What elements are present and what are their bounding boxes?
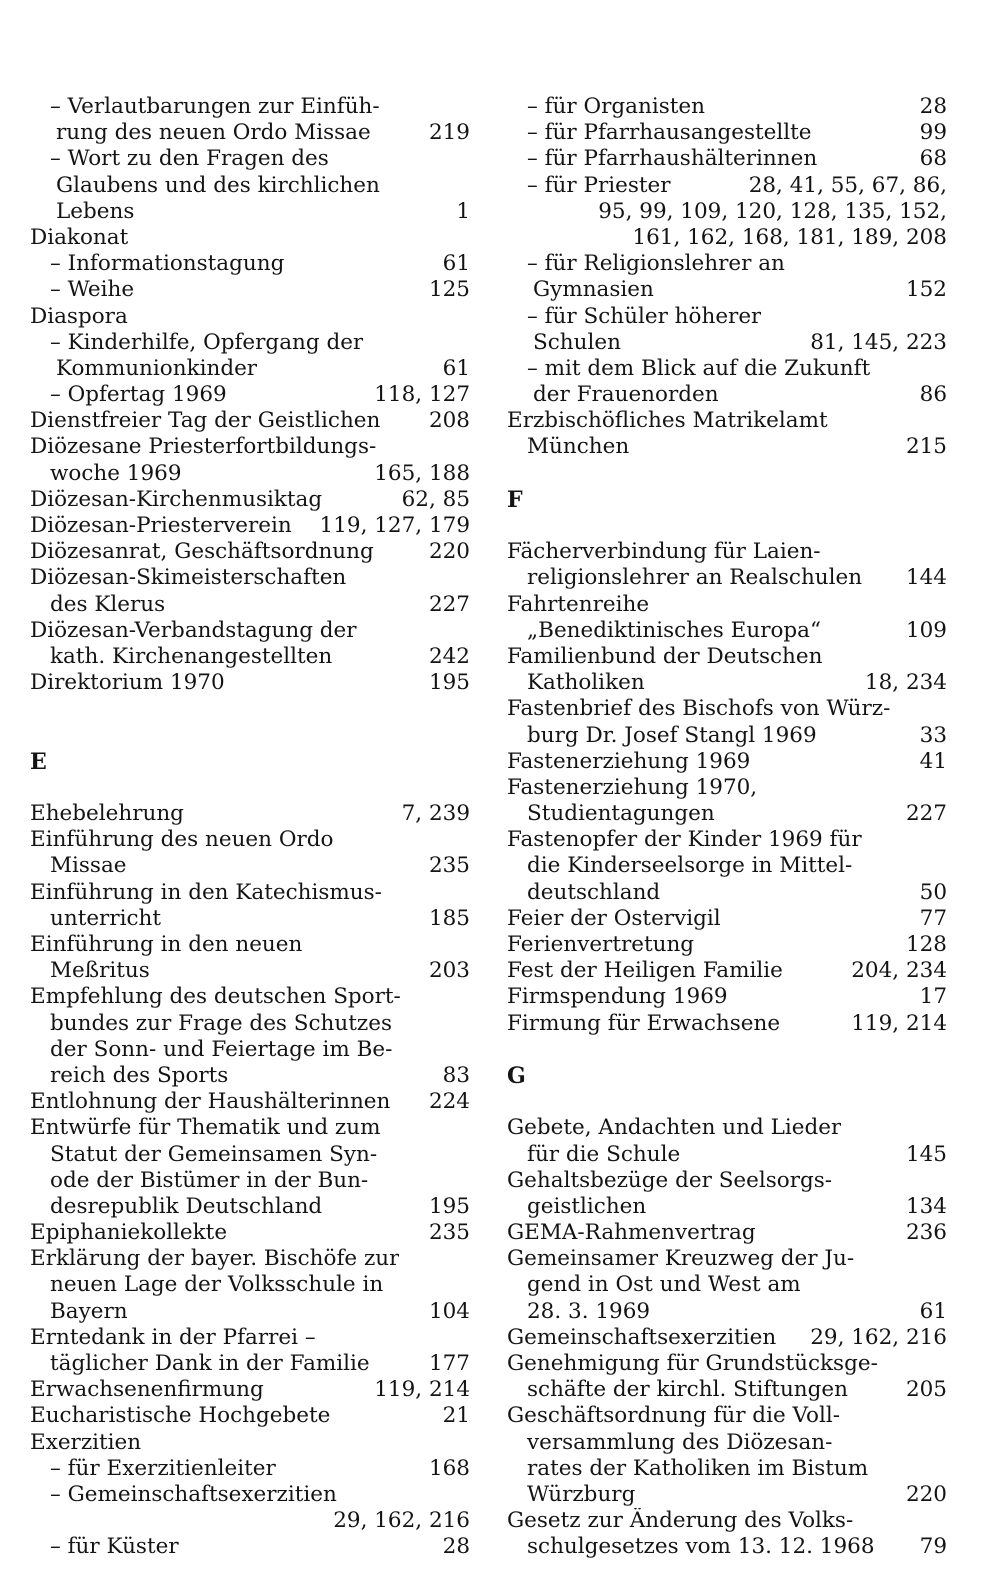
index-entry (507, 618, 947, 644)
entry-text: Glaubens und des kirchlichen (56, 172, 380, 198)
entry-text: schäfte der kirchl. Stiftungen (527, 1377, 848, 1403)
index-entry (507, 696, 947, 722)
page-numbers: 104 (428, 1298, 470, 1324)
page-numbers: 61 (442, 251, 470, 277)
section-letter-text: F (507, 486, 523, 513)
entry-text: rates der Katholiken im Bistum (527, 1455, 869, 1481)
page-numbers: 28 (442, 1534, 470, 1560)
index-entry (507, 1011, 947, 1037)
index-entry (30, 618, 470, 644)
entry-text: Gymnasien (533, 277, 654, 303)
page-numbers: 185 (428, 905, 470, 931)
entry-text: Fastenerziehung 1969 (507, 748, 751, 774)
page-numbers: 109 (905, 617, 947, 643)
entry-text: Fastenerziehung 1970, (507, 774, 758, 800)
index-entry (30, 1194, 470, 1220)
index-entry (507, 670, 947, 696)
index-entry (30, 1063, 470, 1089)
index-entry (507, 1482, 947, 1508)
page-numbers: 119, 214 (851, 1010, 947, 1036)
entry-text: Einführung in den neuen (30, 932, 303, 957)
index-entry (30, 94, 470, 120)
index-entry (30, 304, 470, 330)
index-entry (30, 1377, 470, 1403)
entry-text: – für Organisten (527, 94, 705, 119)
index-entry (30, 880, 470, 906)
entry-text: Diözesan-Skimeisterschaften (30, 565, 347, 591)
index-entry (30, 958, 470, 984)
index-entry (507, 1168, 947, 1194)
index-entry (507, 880, 947, 906)
entry-text: kath. Kirchenangestellten (50, 643, 333, 669)
index-entry (30, 592, 470, 618)
entry-text: Fächerverbindung für Laien- (507, 539, 821, 565)
index-entry (507, 1325, 947, 1351)
entry-text: Meßritus (50, 958, 150, 984)
line-gap (507, 1089, 947, 1115)
index-entry (507, 1508, 947, 1534)
index-entry (30, 513, 470, 539)
index-entry (30, 644, 470, 670)
page-numbers: 177 (428, 1351, 470, 1376)
entry-text: gend in Ost und West am (527, 1272, 801, 1298)
entry-text: Eucharistische Hochgebete (30, 1403, 331, 1429)
entry-text: Geschäftsordnung für die Voll- (507, 1403, 841, 1429)
entry-text: Gemeinschaftsexerzitien (507, 1324, 777, 1350)
page-numbers: 61 (919, 1298, 947, 1324)
index-entry (30, 853, 470, 879)
entry-text: GEMA-Rahmenvertrag (507, 1220, 756, 1246)
entry-text: Lebens (56, 198, 135, 224)
index-entry (30, 1272, 470, 1298)
index-entry (507, 225, 947, 251)
page-numbers: 152 (905, 277, 947, 303)
page-numbers: 86 (919, 382, 947, 408)
index-entry (30, 1403, 470, 1429)
page-numbers: 236 (905, 1220, 947, 1246)
page-numbers: 61 (442, 355, 470, 381)
entry-text: – für Religionslehrer an (527, 251, 785, 277)
index-entry (30, 1482, 470, 1508)
index-entry (507, 1272, 947, 1298)
entry-text: der Sonn- und Feiertage im Be- (50, 1036, 393, 1062)
page-numbers: 41 (919, 748, 947, 774)
index-entry (30, 801, 470, 827)
page-numbers: 28, 41, 55, 67, 86, (748, 172, 947, 198)
page-numbers: 95, 99, 109, 120, 128, 135, 152, (598, 198, 947, 224)
entry-text: Statut der Gemeinsamen Syn- (50, 1141, 378, 1167)
entry-text: täglicher Dank in der Familie (50, 1351, 370, 1376)
index-entry (507, 1142, 947, 1168)
entry-text: Firmung für Erwachsene (507, 1010, 781, 1036)
section-letter (507, 1063, 947, 1089)
page-numbers: 161, 162, 168, 181, 189, 208 (632, 224, 947, 250)
page-numbers: 145 (905, 1141, 947, 1167)
entry-text: woche 1969 (50, 460, 182, 486)
page-numbers: 208 (428, 408, 470, 434)
entry-text: Gebete, Andachten und Lieder (507, 1115, 842, 1141)
index-entry (507, 984, 947, 1010)
page-numbers: 203 (428, 958, 470, 984)
entry-text: geistlichen (527, 1193, 647, 1219)
index-entry (30, 461, 470, 487)
entry-text: versammlung des Diözesan- (527, 1429, 833, 1455)
index-entry (30, 1115, 470, 1141)
entry-text: – für Exerzitienleiter (50, 1455, 276, 1481)
index-entry (507, 356, 947, 382)
entry-text: Gemeinsamer Kreuzweg der Ju- (507, 1246, 855, 1272)
page-numbers: 195 (428, 1193, 470, 1219)
entry-text: burg Dr. Josef Stangl 1969 (527, 722, 817, 748)
entry-text: Missae (50, 853, 127, 879)
index-entry (30, 670, 470, 696)
index-entry (30, 146, 470, 172)
entry-text: desrepublik Deutschland (50, 1193, 323, 1219)
entry-text: neuen Lage der Volksschule in (50, 1272, 384, 1298)
page-numbers: 119, 127, 179 (319, 513, 470, 538)
entry-text: Feier der Ostervigil (507, 905, 721, 931)
index-entry (30, 330, 470, 356)
page-numbers: 144 (905, 565, 947, 591)
page-numbers: 168 (428, 1455, 470, 1481)
index-entry (30, 1011, 470, 1037)
page-numbers: 28 (919, 94, 947, 119)
index-entry (30, 906, 470, 932)
index-entry (507, 94, 947, 120)
index-entry (30, 1142, 470, 1168)
entry-text: – Wort zu den Fragen des (50, 146, 329, 172)
entry-text: Gehaltsbezüge der Seelsorgs- (507, 1167, 833, 1193)
index-entry (30, 382, 470, 408)
section-letter (30, 749, 470, 775)
entry-text: Fastenbrief des Bischofs von Würz- (507, 696, 891, 722)
page-numbers: 219 (428, 120, 470, 146)
index-entry (30, 1220, 470, 1246)
index-entry (507, 906, 947, 932)
index-entry (507, 277, 947, 303)
index-entry (507, 1351, 947, 1377)
page-numbers: 220 (428, 539, 470, 565)
page-numbers: 62, 85 (401, 486, 470, 512)
index-entry (30, 1534, 470, 1560)
entry-text: für die Schule (527, 1141, 681, 1167)
entry-text: Familienbund der Deutschen (507, 643, 823, 669)
entry-text: schulgesetzes vom 13. 12. 1968 (527, 1534, 875, 1560)
index-entry (507, 173, 947, 199)
entry-text: – Kinderhilfe, Opfergang der (50, 329, 364, 355)
line-gap (30, 775, 470, 801)
index-entry (30, 408, 470, 434)
index-entry (507, 1194, 947, 1220)
entry-text: Firmspendung 1969 (507, 984, 728, 1010)
entry-text: Gesetz zur Änderung des Volks- (507, 1508, 854, 1534)
index-entry (507, 749, 947, 775)
entry-text: Bayern (50, 1298, 128, 1324)
entry-text: Würzburg (527, 1481, 636, 1507)
page-numbers: 125 (428, 277, 470, 303)
entry-text: 28. 3. 1969 (527, 1298, 651, 1324)
page-numbers: 79 (919, 1534, 947, 1560)
entry-text: Diözesanrat, Geschäftsordnung (30, 539, 374, 565)
index-entry (507, 853, 947, 879)
line-gap (507, 461, 947, 487)
page-numbers: 1 (456, 198, 470, 224)
entry-text: – Verlautbarungen zur Einfüh- (50, 94, 380, 119)
index-entry (507, 382, 947, 408)
entry-text: – Opfertag 1969 (50, 382, 227, 408)
entry-text: Epiphaniekollekte (30, 1220, 228, 1246)
entry-text: – für Pfarrhaushälterinnen (527, 146, 818, 172)
entry-text: Einführung in den Katechismus- (30, 879, 382, 905)
entry-text: Fahrtenreihe (507, 591, 650, 617)
entry-text: Entwürfe für Thematik und zum (30, 1115, 381, 1141)
index-entry (30, 199, 470, 225)
index-entry (507, 723, 947, 749)
page-numbers: 242 (428, 643, 470, 669)
index-entry (507, 199, 947, 225)
page-numbers: 220 (905, 1481, 947, 1507)
entry-text: Entlohnung der Haushälterinnen (30, 1089, 391, 1115)
section-letter-text: E (30, 748, 47, 775)
index-entry (30, 1508, 470, 1534)
entry-text: – mit dem Blick auf die Zukunft (527, 355, 871, 381)
entry-text: Direktorium 1970 (30, 670, 225, 696)
page-numbers: 134 (905, 1193, 947, 1219)
index-entry (507, 1246, 947, 1272)
index-entry (507, 1430, 947, 1456)
page-numbers: 33 (919, 722, 947, 748)
index-entry (30, 932, 470, 958)
entry-text: Diözesane Priesterfortbildungs- (30, 434, 377, 460)
index-entry (507, 801, 947, 827)
index-entry (30, 1299, 470, 1325)
page-numbers: 29, 162, 216 (810, 1324, 947, 1350)
index-entry (30, 1430, 470, 1456)
entry-text: Erklärung der bayer. Bischöfe zur (30, 1246, 400, 1272)
entry-text: des Klerus (50, 591, 166, 617)
entry-text: Diözesan-Verbandstagung der (30, 617, 357, 643)
index-entry (30, 356, 470, 382)
line-gap (30, 723, 470, 749)
index-entry (507, 251, 947, 277)
index-entry (507, 434, 947, 460)
entry-text: der Frauenorden (533, 382, 719, 408)
index-entry (507, 1299, 947, 1325)
page-numbers: 215 (905, 434, 947, 460)
page-numbers: 83 (442, 1062, 470, 1088)
entry-text: Erzbischöfliches Matrikelamt (507, 408, 828, 434)
index-column-right (507, 94, 947, 1561)
index-entry (507, 1456, 947, 1482)
index-entry (507, 1220, 947, 1246)
entry-text: – Weihe (50, 277, 135, 303)
entry-text: „Benediktinisches Europa“ (527, 617, 821, 643)
page-numbers: 227 (428, 591, 470, 617)
entry-text: München (527, 434, 630, 460)
entry-text: Genehmigung für Grundstücksge- (507, 1351, 878, 1376)
entry-text: Fest der Heiligen Familie (507, 958, 783, 984)
entry-text: deutschland (527, 879, 661, 905)
entry-text: – für Küster (50, 1534, 179, 1560)
page-numbers: 7, 239 (401, 801, 470, 827)
entry-text: Ehebelehrung (30, 801, 184, 827)
index-entry (507, 1115, 947, 1141)
index-entry (30, 1037, 470, 1063)
index-entry (30, 434, 470, 460)
index-column-left (30, 94, 470, 1561)
page-numbers: 18, 234 (864, 670, 947, 696)
entry-text: Diözesan-Kirchenmusiktag (30, 486, 323, 512)
index-entry (507, 827, 947, 853)
entry-text: Erntedank in der Pfarrei – (30, 1324, 316, 1350)
entry-text: Diakonat (30, 224, 129, 250)
index-entry (30, 1246, 470, 1272)
page-numbers: 119, 214 (374, 1377, 470, 1403)
index-entry (30, 173, 470, 199)
index-entry (507, 932, 947, 958)
line-gap (507, 513, 947, 539)
index-entry (507, 146, 947, 172)
index-entry (507, 120, 947, 146)
entry-text: – für Priester (527, 172, 671, 198)
entry-text: Katholiken (527, 670, 645, 696)
index-entry (30, 120, 470, 146)
index-entry (507, 644, 947, 670)
page-numbers: 81, 145, 223 (810, 329, 947, 355)
entry-text: reich des Sports (50, 1062, 229, 1088)
page-numbers: 205 (905, 1377, 947, 1403)
index-entry (507, 592, 947, 618)
index-entry (30, 1168, 470, 1194)
index-entry (30, 827, 470, 853)
entry-text: – für Pfarrhausangestellte (527, 120, 812, 146)
index-entry (507, 958, 947, 984)
entry-text: Kommunionkinder (56, 355, 258, 381)
index-entry (30, 1351, 470, 1377)
entry-text: Studientagungen (527, 801, 715, 827)
entry-text: – Gemeinschaftsexerzitien (50, 1481, 337, 1507)
page-numbers: 227 (905, 801, 947, 827)
index-entry (30, 984, 470, 1010)
page-numbers: 50 (919, 879, 947, 905)
page-numbers: 118, 127 (374, 382, 470, 408)
page-numbers: 195 (428, 670, 470, 696)
index-entry (507, 304, 947, 330)
index-entry (507, 330, 947, 356)
entry-text: unterricht (50, 905, 162, 931)
entry-text: Diaspora (30, 303, 128, 329)
entry-text: Diözesan-Priesterverein (30, 513, 292, 538)
page-numbers: 21 (442, 1403, 470, 1429)
index-entry (30, 225, 470, 251)
index-entry (507, 565, 947, 591)
entry-text: – Informationstagung (50, 251, 285, 277)
index-entry (30, 251, 470, 277)
index-entry (507, 1534, 947, 1560)
entry-text: Exerzitien (30, 1429, 142, 1455)
index-entry (507, 1403, 947, 1429)
page-numbers: 128 (905, 932, 947, 957)
index-entry (30, 1456, 470, 1482)
entry-text: Einführung des neuen Ordo (30, 827, 334, 853)
index-entry (507, 775, 947, 801)
entry-text: Schulen (533, 329, 621, 355)
index-entry (30, 1089, 470, 1115)
index-entry (30, 539, 470, 565)
page-numbers: 224 (428, 1089, 470, 1115)
entry-text: Empfehlung des deutschen Sport- (30, 984, 401, 1010)
index-entry (30, 565, 470, 591)
section-letter-text: G (507, 1062, 526, 1089)
page-numbers: 235 (428, 1220, 470, 1246)
page-numbers: 68 (919, 146, 947, 172)
entry-text: Fastenopfer der Kinder 1969 für (507, 827, 862, 853)
page-numbers: 235 (428, 853, 470, 879)
page-numbers: 17 (919, 984, 947, 1010)
page-numbers: 77 (919, 905, 947, 931)
entry-text: ode der Bistümer in der Bun- (50, 1167, 369, 1193)
section-letter (507, 487, 947, 513)
page-numbers: 29, 162, 216 (333, 1508, 470, 1534)
line-gap (30, 696, 470, 722)
index-entry (30, 1325, 470, 1351)
index-entry (507, 408, 947, 434)
line-gap (507, 1037, 947, 1063)
entry-text: bundes zur Frage des Schutzes (50, 1010, 392, 1036)
entry-text: rung des neuen Ordo Missae (56, 120, 371, 146)
entry-text: Dienstfreier Tag der Geistlichen (30, 408, 381, 434)
page-numbers: 165, 188 (374, 460, 470, 486)
entry-text: Erwachsenenfirmung (30, 1377, 264, 1403)
index-entry (30, 487, 470, 513)
page-numbers: 99 (919, 120, 947, 146)
index-entry (507, 1377, 947, 1403)
entry-text: – für Schüler höherer (527, 303, 762, 329)
entry-text: Ferienvertretung (507, 932, 695, 957)
entry-text: die Kinderseelsorge in Mittel- (527, 853, 853, 879)
page-numbers: 204, 234 (851, 958, 947, 984)
index-entry (30, 277, 470, 303)
index-entry (507, 539, 947, 565)
entry-text: religionslehrer an Realschulen (527, 565, 863, 591)
